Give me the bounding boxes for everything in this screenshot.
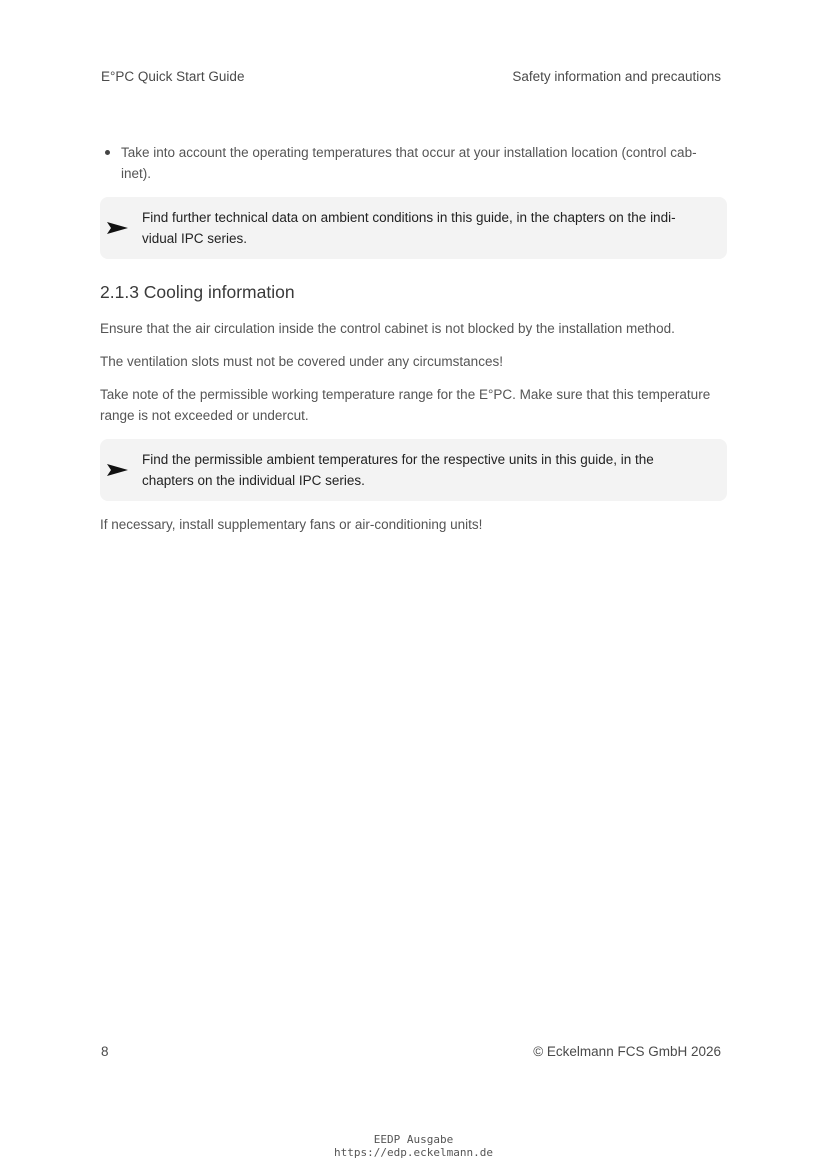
paragraph: The ventilation slots must not be covered under any circumstances! (100, 354, 503, 369)
stamp-line: EEDP Ausgabe (373, 1133, 454, 1146)
stamp-url: https://edp.eckelmann.de (334, 1146, 493, 1159)
bullet-dot-icon (105, 150, 110, 155)
page-header (101, 69, 721, 89)
bullet-item (100, 142, 727, 184)
arrow-right-icon (107, 222, 128, 234)
note-box (100, 197, 727, 259)
note-text: Find further technical data on ambient conditions in this guide, in the chapters on the indi-vidual IPC series. (142, 210, 676, 246)
page-number: 8 (101, 1044, 109, 1059)
copyright-notice: © Eckelmann FCS GmbH 2026 (533, 1044, 721, 1059)
header-doc-title: E°PC Quick Start Guide (101, 69, 245, 84)
header-chapter-title: Safety information and precautions (512, 69, 721, 84)
paragraph: Take note of the permissible working temperature range for the E°PC. Make sure that this temperature range is not exceeded or undercut. (100, 387, 711, 423)
page-content (100, 142, 727, 547)
bullet-list (100, 142, 727, 184)
section-heading: 2.1.3 Cooling information (100, 282, 295, 302)
closing-paragraph: If necessary, install supplementary fans or air-conditioning units! (100, 517, 483, 532)
note-box (100, 439, 727, 501)
paragraph: Ensure that the air circulation inside the control cabinet is not blocked by the installation method. (100, 321, 675, 336)
bullet-item-text: Take into account the operating temperatures that occur at your installation location (control cab-inet). (121, 145, 697, 181)
page-footer (101, 1044, 721, 1064)
note-text: Find the permissible ambient temperatures for the respective units in this guide, in the chapters on the individual IPC series. (142, 452, 654, 488)
arrow-right-icon (107, 464, 128, 476)
edition-stamp (0, 1133, 827, 1159)
